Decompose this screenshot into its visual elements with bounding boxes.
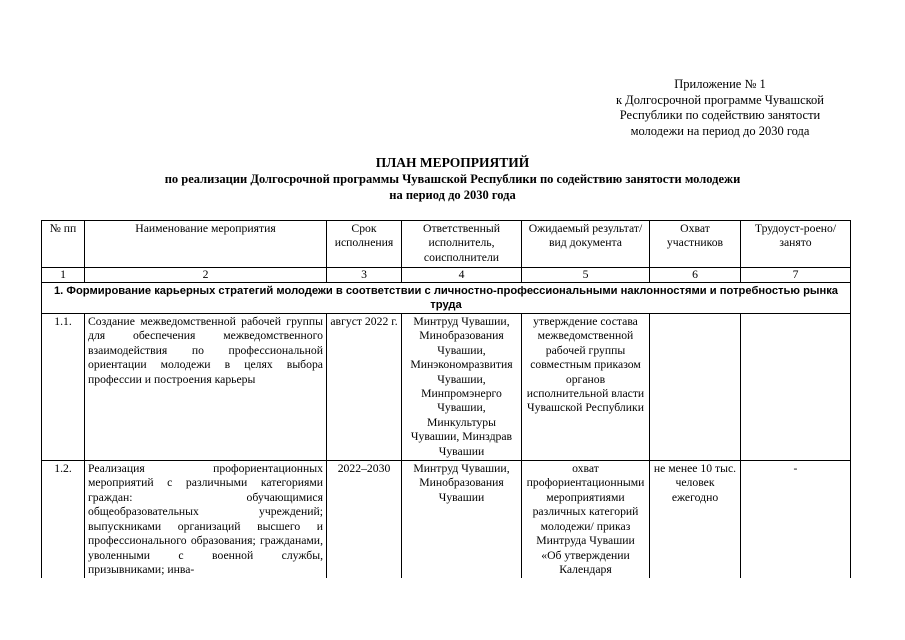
document-subtitle-2: на период до 2030 года (389, 188, 516, 202)
activities-table (41, 220, 851, 578)
expected-result: охват профориентационными мероприятиями различных категорий молодежи/ приказ Минтруда Чувашии «Об утверждении Календаря (522, 461, 650, 579)
participant-coverage (650, 314, 741, 461)
document-subtitle-1: по реализации Долгосрочной программы Чувашской Республики по содействию занятости молодежи (164, 172, 741, 186)
table-row (42, 314, 851, 461)
header-cell: № пп (42, 221, 85, 268)
header-cell: Охват участников (650, 221, 741, 268)
activity-name: Создание межведомственной рабочей группы для обеспечения межведомственного взаимодействия по профессиональной ориентации молодежи в целях выбора профессии и построения карьеры (85, 314, 327, 461)
document-title: ПЛАН МЕРОПРИЯТИЙ (375, 155, 530, 170)
expected-result: утверждение состава межведомственной рабочей группы совместным приказом органов исполнительной власти Чувашской Республики (522, 314, 650, 461)
column-number: 5 (522, 268, 650, 283)
activity-term: 2022–2030 (327, 461, 402, 579)
activity-term: август 2022 г. (327, 314, 402, 461)
column-number: 1 (42, 268, 85, 283)
row-number: 1.2. (42, 461, 85, 579)
column-number: 7 (741, 268, 851, 283)
employed-count (741, 314, 851, 461)
column-number: 6 (650, 268, 741, 283)
activity-name: Реализация профориентационных мероприятий с различными категориями граждан: обучающимися общеобразовательных учреждений; выпускниками организаций высшего и профессионального образования; гражданами, уволенными с военной службы, призывниками; инва- (85, 461, 327, 579)
table-header-row (42, 221, 851, 268)
column-number-row (42, 268, 851, 283)
table-row (42, 461, 851, 579)
participant-coverage: не менее 10 тыс. человек ежегодно (650, 461, 741, 579)
appendix-line-1: Приложение № 1 (674, 77, 766, 91)
appendix-block (560, 77, 880, 139)
appendix-line-2: к Долгосрочной программе Чувашской (615, 92, 824, 107)
header-cell: Наименование мероприятия (85, 221, 327, 268)
row-number: 1.1. (42, 314, 85, 461)
responsible-executors: Минтруд Чувашии, Минобразования Чувашии (402, 461, 522, 579)
column-number: 4 (402, 268, 522, 283)
responsible-executors: Минтруд Чувашии, Минобразования Чувашии, Минэкономразвития Чувашии, Минпромэнерго Чувашии, Минкультуры Чувашии, Минздрав Чувашии (402, 314, 522, 461)
section-heading-row (42, 283, 851, 314)
column-number: 3 (327, 268, 402, 283)
header-cell: Трудоуст-роено/занято (741, 221, 851, 268)
section-heading: 1. Формирование карьерных стратегий молодежи в соответствии с личностно-профессиональными наклонностями и потребностью рынка труда (42, 283, 851, 314)
employed-count: - (741, 461, 851, 579)
header-cell: Срок исполнения (327, 221, 402, 268)
appendix-line-3: Республики по содействию занятости (619, 108, 821, 122)
header-cell: Ответственный исполнитель, соисполнители (402, 221, 522, 268)
appendix-line-4: молодежи на период до 2030 года (630, 123, 810, 138)
header-cell: Ожидаемый результат/вид документа (522, 221, 650, 268)
column-number: 2 (85, 268, 327, 283)
